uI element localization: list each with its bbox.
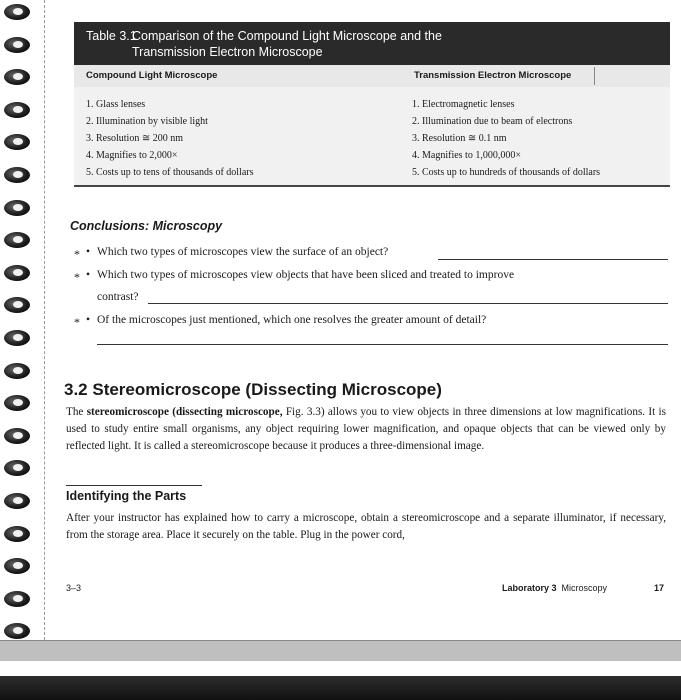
answer-line-2[interactable] bbox=[148, 303, 668, 304]
para-rest: Fig. 3.3) allows you to view objects in three dimensions at low magnifications. It is used to study entire small organisms, any object requiring lower magnification, and opaque objects that can be viewed only by reflected light. It is called a stereomicroscope because it produces a three-dimensional image. bbox=[66, 406, 666, 452]
question-3: Of the microscopes just mentioned, which one resolves the greater amount of detail? bbox=[97, 314, 487, 326]
footer-lab bbox=[502, 583, 607, 593]
para-term: stereomicroscope (dissecting microscope, bbox=[86, 406, 283, 418]
spiral-ring bbox=[4, 493, 30, 509]
table-number: Table 3.1 bbox=[86, 29, 137, 43]
table-title-line-2: Transmission Electron Microscope bbox=[132, 45, 323, 59]
spiral-ring bbox=[4, 69, 30, 85]
list-item: 2. Illumination due to beam of electrons bbox=[412, 116, 573, 127]
tem-list bbox=[412, 96, 600, 181]
bullet: • bbox=[86, 314, 91, 326]
page-shadow bbox=[0, 676, 681, 700]
list-item: 2. Illumination by visible light bbox=[86, 116, 208, 127]
spiral-ring bbox=[4, 102, 30, 118]
spiral-ring bbox=[4, 558, 30, 574]
question-2-line-1: Which two types of microscopes view objects that have been sliced and treated to improve bbox=[97, 269, 515, 281]
spiral-ring bbox=[4, 526, 30, 542]
column-header-compound: Compound Light Microscope bbox=[86, 70, 218, 81]
conclusions-heading: Conclusions: Microscopy bbox=[70, 219, 223, 233]
spiral-ring bbox=[4, 4, 30, 20]
page-edge bbox=[0, 640, 681, 661]
spiral-binding bbox=[0, 0, 40, 640]
table-title-line-1: Comparison of the Compound Light Microscope and the bbox=[132, 29, 442, 43]
spiral-ring bbox=[4, 395, 30, 411]
list-item: 3. Resolution ≅ 200 nm bbox=[86, 133, 183, 144]
spiral-ring bbox=[4, 37, 30, 53]
spiral-ring bbox=[4, 363, 30, 379]
spiral-ring bbox=[4, 265, 30, 281]
identifying-heading: Identifying the Parts bbox=[66, 489, 187, 503]
spiral-ring bbox=[4, 134, 30, 150]
list-item: 5. Costs up to tens of thousands of dollars bbox=[86, 167, 254, 178]
section-heading: 3.2 Stereomicroscope (Dissecting Microscope) bbox=[64, 380, 442, 399]
table-column-headers bbox=[74, 65, 670, 88]
star-mark: * bbox=[74, 270, 80, 284]
spiral-ring bbox=[4, 167, 30, 183]
star-mark: * bbox=[74, 247, 80, 261]
table-title bbox=[132, 28, 632, 60]
column-header-tem: Transmission Electron Microscope bbox=[414, 70, 572, 81]
footer-topic: Microscopy bbox=[561, 583, 608, 593]
list-item: 1. Electromagnetic lenses bbox=[412, 99, 515, 110]
spiral-ring bbox=[4, 460, 30, 476]
margin-rule bbox=[44, 0, 45, 640]
bullet: • bbox=[86, 246, 91, 258]
spiral-ring bbox=[4, 200, 30, 216]
footer-lab-number: Laboratory 3 bbox=[502, 583, 557, 593]
spiral-ring bbox=[4, 428, 30, 444]
spiral-ring bbox=[4, 232, 30, 248]
table-title-bar bbox=[74, 22, 670, 65]
question-2-line-2: contrast? bbox=[97, 291, 139, 303]
column-divider bbox=[594, 67, 595, 85]
list-item: 5. Costs up to hundreds of thousands of dollars bbox=[412, 167, 601, 178]
spiral-ring bbox=[4, 297, 30, 313]
answer-line-1[interactable] bbox=[438, 259, 668, 260]
spiral-ring bbox=[4, 623, 30, 639]
spiral-ring bbox=[4, 330, 30, 346]
list-item: 1. Glass lenses bbox=[86, 99, 146, 110]
para-lead: The bbox=[66, 406, 87, 418]
star-mark: * bbox=[74, 315, 80, 329]
question-1: Which two types of microscopes view the surface of an object? bbox=[97, 246, 389, 258]
section-paragraph bbox=[66, 404, 666, 455]
spiral-ring bbox=[4, 591, 30, 607]
table-body bbox=[74, 87, 670, 187]
answer-line-3[interactable] bbox=[97, 344, 668, 345]
list-item: 4. Magnifies to 1,000,000× bbox=[412, 150, 521, 161]
list-item: 4. Magnifies to 2,000× bbox=[86, 150, 178, 161]
subheading-rule bbox=[66, 485, 202, 486]
compound-list bbox=[86, 96, 254, 181]
identifying-paragraph: After your instructor has explained how to carry a microscope, obtain a stereomicroscope and a separate illuminator, if necessary, from the storage area. Place it securely on the table. Plug in the power cord, bbox=[66, 512, 666, 541]
footer-page-code: 3–3 bbox=[66, 583, 82, 593]
bullet: • bbox=[86, 269, 91, 281]
footer-page-number: 17 bbox=[654, 583, 665, 593]
list-item: 3. Resolution ≅ 0.1 nm bbox=[412, 133, 507, 144]
